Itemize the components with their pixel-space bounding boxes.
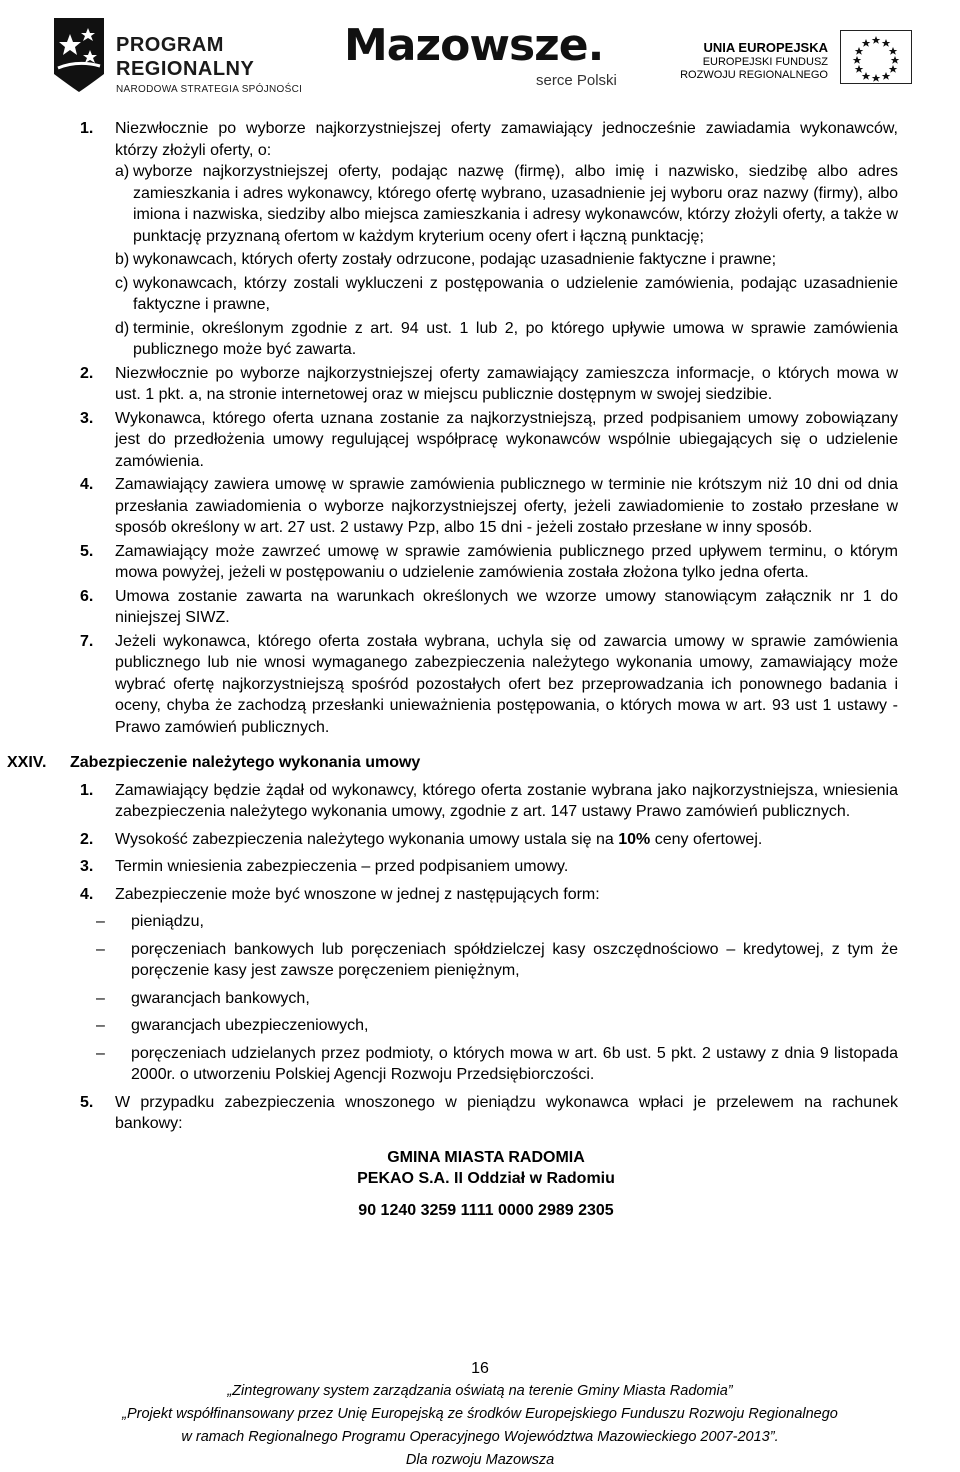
form-list-item: [0, 939, 960, 982]
form-text: poręczeniach udzielanych przez podmioty, o których mowa w art. 6b ust. 5 pkt. 2 ustawy z dnia 9 listopada 2000r. o utworzeniu Polskiej Agencji Rozwoju Przedsiębiorczości.: [131, 1044, 898, 1083]
item-number: 4.: [80, 476, 94, 493]
form-text: gwarancjach bankowych,: [131, 989, 310, 1007]
mazowsze-wordmark: Mazowsze.: [344, 20, 604, 71]
footer-cofinancing-line1: „Projekt współfinansowany przez Unię Europejską ze środków Europejskiego Funduszu Rozwoju Regionalnego: [122, 1406, 838, 1422]
item-text: Zabezpieczenie może być wnoszone w jednej z następujących form:: [115, 885, 600, 903]
sub-item-letter: b): [115, 251, 130, 268]
sub-item-text: wyborze najkorzystniejszej oferty, podając nazwę (firmę), albo imię i nazwisko, siedzibę albo adres zamieszkania i adres wykonawcy, którego ofertę wybrano, uzasadnienie jej wyboru oraz nazwy (firmy), albo imiona i nazwiska, siedziby albo miejsca zamieszkania i adresy wykonawców, którzy złożyli oferty, a także w punktację przyznaną ofertom w każdym kryterium oceny ofert i łączną punktację;: [133, 163, 898, 245]
item-number: 6.: [80, 587, 94, 605]
program-title-line1: PROGRAM: [116, 34, 224, 56]
footer-cofinancing-line2: w ramach Regionalnego Programu Operacyjnego Województwa Mazowieckiego 2007-2013”.: [181, 1429, 779, 1445]
list-item: [0, 829, 960, 851]
program-regionalny-logo: [48, 14, 348, 100]
bank-name: GMINA MIASTA RADOMIA: [387, 1148, 585, 1166]
dash-marker: –: [96, 940, 105, 958]
dash-marker: –: [96, 989, 105, 1007]
dash-marker: –: [96, 1017, 105, 1034]
eu-logo: [662, 30, 912, 90]
dash-marker: –: [96, 1044, 105, 1062]
bank-account-number: 90 1240 3259 1111 0000 2989 2305: [358, 1201, 614, 1219]
sub-item: [0, 161, 960, 247]
sub-item: [0, 318, 960, 361]
list-item: [0, 363, 960, 406]
item-text: Zamawiający zawiera umowę w sprawie zamówienia publicznego w terminie nie krótszym niż 10 dni od dnia przesłania zawiadomienia o wyborze najkorzystniejszej oferty, jeżeli zawiadomienie to zostało przesłane w sposób określony w art. 27 ust. 2 ustawy Pzp, albo 15 dni - jeżeli zostało przesłane w inny sposób.: [115, 476, 898, 536]
eu-fund-line1: EUROPEJSKI FUNDUSZ: [702, 56, 828, 68]
sub-item-letter: d): [115, 319, 130, 337]
item-text: Wykonawca, którego oferta uznana zostanie za najkorzystniejszą, przed podpisaniem umowy zobowiązany jest do przedłożenia umowy regulującej współpracę wykonawców wspólnie ubiegających się o udzielenie zamówienia.: [115, 409, 898, 470]
item-number: 4.: [80, 885, 94, 903]
item-text-start: Wysokość zabezpieczenia należytego wykonania umowy ustala się na: [115, 830, 619, 848]
item-number: 1.: [80, 120, 94, 137]
item-text-end: ceny ofertowej.: [650, 830, 763, 848]
list-item: [0, 586, 960, 629]
section-heading: [0, 752, 960, 774]
list-item: [0, 631, 960, 739]
sub-item-letter: c): [115, 274, 129, 292]
list-item: [0, 1092, 960, 1135]
eu-fund-line2: ROZWOJU REGIONALNEGO: [680, 69, 828, 81]
footer-project-title: „Zintegrowany system zarządzania oświatą na terenie Gminy Miasta Radomia”: [227, 1383, 733, 1399]
dash-marker: –: [96, 913, 105, 930]
item-number: 1.: [80, 781, 94, 799]
form-list-item: [0, 988, 960, 1010]
list-item: [0, 408, 960, 473]
eu-flag-icon: [840, 30, 912, 84]
list-item: [0, 856, 960, 878]
program-regionalny-emblem-icon: [48, 14, 110, 94]
sub-item-letter: a): [115, 163, 130, 180]
form-list-item: [0, 1015, 960, 1037]
page-footer: [0, 1358, 960, 1472]
item-number: 3.: [80, 858, 94, 875]
item-number: 5.: [80, 1093, 94, 1111]
item-number: 3.: [80, 409, 94, 427]
page-number: 16: [471, 1360, 489, 1377]
item-text: W przypadku zabezpieczenia wnoszonego w pieniądzu wykonawca wpłaci je przelewem na rachunek bankowy:: [115, 1093, 898, 1132]
program-subtitle: NARODOWA STRATEGIA SPÓJNOŚCI: [116, 84, 303, 95]
document-body: [0, 118, 960, 1221]
eu-title: UNIA EUROPEJSKA: [703, 40, 828, 55]
item-text: Umowa zostanie zawarta na warunkach określonych we wzorze umowy stanowiącym załącznik nr 1 do niniejszej SIWZ.: [115, 587, 898, 626]
security-percentage: 10%: [618, 830, 651, 848]
form-text: gwarancjach ubezpieczeniowych,: [131, 1017, 369, 1034]
list-item: [0, 541, 960, 584]
item-number: 2.: [80, 830, 94, 848]
mazowsze-logo: [344, 22, 644, 102]
item-text: Zamawiający będzie żądał od wykonawcy, którego oferta zostanie wybrana jako najkorzystniejsza, wniesienia zabezpieczenia należytego wykonania umowy, zgodnie z art. 147 ustawy Prawo zamówień publicznych.: [115, 781, 898, 820]
sub-item-text: terminie, określonym zgodnie z art. 94 ust. 1 lub 2, po którego upływie umowa w sprawie zamówienia publicznego może być zawarta.: [133, 319, 898, 358]
sub-item-text: wykonawcach, którzy zostali wykluczeni z postępowania o udzielenie zamówienia, podając uzasadnienie faktyczne i prawne,: [133, 274, 898, 313]
list-item: [0, 780, 960, 823]
bank-branch: PEKAO S.A. II Oddział w Radomiu: [357, 1170, 615, 1187]
item-number: 7.: [80, 632, 94, 650]
list-item: [0, 474, 960, 539]
page-header: [0, 0, 960, 110]
footer-slogan: Dla rozwoju Mazowsza: [405, 1452, 555, 1468]
item-number: 5.: [80, 542, 94, 560]
sub-item: [0, 249, 960, 271]
sub-item: [0, 273, 960, 316]
item-text: Zamawiający może zawrzeć umowę w sprawie zamówienia publicznego przed upływem terminu, o którym mowa powyżej, jeżeli w postępowaniu o udzielenie zamówienia została złożona tylko jedna oferta.: [115, 542, 898, 581]
form-text: pieniądzu,: [131, 913, 204, 930]
section-title: Zabezpieczenie należytego wykonania umowy: [70, 754, 421, 771]
form-list-item: [0, 911, 960, 933]
section-number: XXIV.: [7, 754, 47, 771]
item-text: Termin wniesienia zabezpieczenia – przed podpisaniem umowy.: [115, 858, 569, 875]
item-text: Jeżeli wykonawca, którego oferta została wybrana, uchyla się od zawarcia umowy w sprawie zamówienia publicznego lub nie wnosi wymaganego zabezpieczenia należytego wykonania umowy, zamawiający może wybrać ofertę najkorzystniejszą spośród pozostałych ofert bez przeprowadzania ich ponownego badania i oceny, chyba że zachodzą przesłanki unieważnienia postępowania, o których mowa w art. 93 ust 1 ustawy - Prawo zamówień publicznych.: [115, 632, 898, 736]
item-number: 2.: [80, 364, 94, 382]
item-text: Niezwłocznie po wyborze najkorzystniejszej oferty zamawiający zamieszcza informacje, o których mowa w ust. 1 pkt. a, na stronie internetowej oraz w miejscu publicznie dostępnym w swojej siedzibie.: [115, 364, 898, 403]
mazowsze-tagline: serce Polski: [536, 72, 617, 89]
list-item: [0, 884, 960, 906]
item-text: Niezwłocznie po wyborze najkorzystniejszej oferty zamawiający jednocześnie zawiadamia wykonawców, którzy złożyli oferty, o:: [115, 120, 898, 159]
sub-item-text: wykonawcach, których oferty zostały odrzucone, podając uzasadnienie faktyczne i prawne;: [133, 251, 777, 268]
list-item: [0, 118, 960, 161]
form-text: poręczeniach bankowych lub poręczeniach spółdzielczej kasy oszczędnościowo – kredytowej, z tym że poręczenie kasy jest zawsze poręczeniem pieniężnym,: [131, 940, 898, 979]
program-title-line2: REGIONALNY: [116, 58, 255, 80]
form-list-item: [0, 1043, 960, 1086]
